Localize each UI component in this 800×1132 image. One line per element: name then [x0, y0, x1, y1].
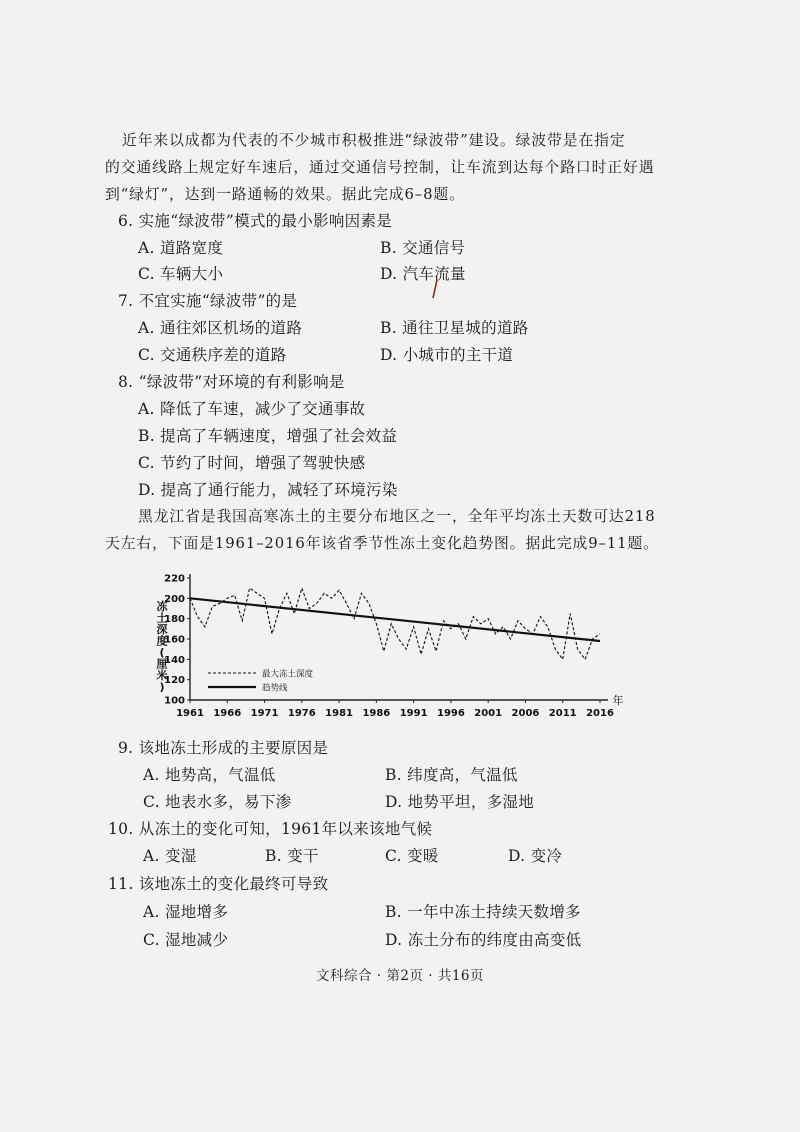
- passage1-line2: 的交通线路上规定好车速后，通过交通信号控制，让车流到达每个路口时正好遇: [105, 159, 655, 176]
- question-9-stem: 9. 该地冻土形成的主要原因是: [118, 739, 329, 757]
- question-6-stem: 6. 实施“绿波带”模式的最小影响因素是: [118, 212, 393, 230]
- y-tick-label-1: 120: [164, 675, 185, 687]
- question-7-option-a: A. 通往郊区机场的道路: [138, 319, 303, 337]
- y-label-char-2: 深: [156, 623, 168, 636]
- frozen-soil-trend-chart: [150, 570, 624, 725]
- question-10-stem: 10. 从冻土的变化可知，1961年以来该地气候: [108, 820, 433, 838]
- question-6-option-a: A. 道路宽度: [138, 239, 224, 257]
- y-tick-label-0: 100: [164, 695, 185, 707]
- page-footer: 文科综合 · 第2页 · 共16页: [315, 968, 484, 984]
- question-6-option-c: C. 车辆大小: [138, 265, 224, 283]
- y-label-char-4: (: [159, 646, 165, 659]
- y-label-char-5: 厘: [156, 657, 168, 671]
- x-tick-label-6: 1991: [399, 708, 428, 719]
- question-8-stem: 8. “绿波带”对环境的有利影响是: [118, 373, 345, 391]
- question-8-option-c: C. 节约了时间，增强了驾驶快感: [138, 454, 366, 472]
- x-tick-label-5: 1986: [362, 708, 391, 719]
- question-6-option-d: D. 汽车流量: [380, 265, 466, 283]
- question-11-stem: 11. 该地冻土的变化最终可导致: [108, 875, 329, 893]
- question-9-option-a: A. 地势高，气温低: [143, 766, 276, 784]
- x-tick-label-11: 2016: [586, 708, 614, 719]
- question-7-option-b: B. 通往卫星城的道路: [380, 319, 529, 337]
- question-8-option-d: D. 提高了通行能力，减轻了环境污染: [138, 481, 398, 499]
- question-7-option-d: D. 小城市的主干道: [380, 346, 514, 364]
- y-label-char-3: 度: [156, 634, 168, 648]
- y-tick-label-3: 160: [164, 634, 185, 646]
- question-10-option-c: C. 变暖: [385, 847, 439, 865]
- question-11-option-d: D. 冻土分布的纬度由高变低: [385, 931, 582, 949]
- question-7-stem: 7. 不宜实施“绿波带”的是: [118, 292, 298, 310]
- question-11-option-a: A. 湿地增多: [143, 903, 229, 921]
- question-7-option-c: C. 交通秩序差的道路: [138, 346, 287, 364]
- x-tick-label-7: 1996: [436, 708, 465, 719]
- question-9-option-b: B. 纬度高，气温低: [385, 766, 518, 784]
- question-6-option-b: B. 交通信号: [380, 239, 466, 257]
- legend-label-max-frost-depth: 最大冻土深度: [262, 669, 314, 680]
- question-10-option-b: B. 变干: [265, 847, 319, 865]
- question-9-option-d: D. 地势平坦，多湿地: [385, 793, 535, 811]
- passage1-line3: 到“绿灯”，达到一路通畅的效果。据此完成6–8题。: [105, 186, 465, 203]
- x-tick-label-9: 2006: [511, 708, 540, 719]
- question-10-option-d: D. 变冷: [508, 847, 563, 865]
- x-axis-label: 年: [612, 694, 624, 707]
- x-tick-label-0: 1961: [176, 708, 204, 719]
- y-label-char-0: 冻: [156, 600, 168, 613]
- passage2-line1: 黑龙江省是我国高寒冻土的主要分布地区之一，全年平均冻土天数可达218: [138, 508, 656, 525]
- x-tick-label-10: 2011: [548, 708, 577, 719]
- x-tick-label-3: 1976: [287, 708, 316, 719]
- passage2-line2: 天左右，下面是1961–2016年该省季节性冻土变化趋势图。据此完成9–11题。: [105, 535, 659, 552]
- y-tick-label-4: 180: [164, 614, 185, 626]
- x-tick-label-8: 2001: [474, 708, 503, 719]
- passage1-line1: 近年来以成都为代表的不少城市积极推进“绿波带”建设。绿波带是在指定: [122, 132, 626, 149]
- y-label-char-1: 土: [156, 611, 168, 625]
- y-tick-label-2: 140: [164, 654, 185, 666]
- question-8-option-b: B. 提高了车辆速度，增强了社会效益: [138, 427, 398, 445]
- question-10-option-a: A. 变湿: [143, 847, 197, 865]
- x-tick-label-2: 1971: [250, 708, 279, 719]
- y-label-char-6: 米: [156, 669, 168, 682]
- y-tick-label-6: 220: [164, 573, 185, 585]
- question-9-option-c: C. 地表水多，易下渗: [143, 793, 292, 811]
- pen-tick-mark: [428, 278, 442, 300]
- series-max-frost-depth: [190, 588, 600, 659]
- question-8-option-a: A. 降低了车速，减少了交通事故: [138, 400, 366, 418]
- question-11-option-b: B. 一年中冻土持续天数增多: [385, 903, 581, 921]
- x-tick-label-4: 1981: [325, 708, 354, 719]
- question-11-option-c: C. 湿地减少: [143, 931, 229, 949]
- x-tick-label-1: 1966: [213, 708, 242, 719]
- legend-label-trend-line: 趋势线: [262, 683, 288, 694]
- y-label-char-7: ): [159, 680, 165, 694]
- y-tick-label-5: 200: [164, 593, 185, 605]
